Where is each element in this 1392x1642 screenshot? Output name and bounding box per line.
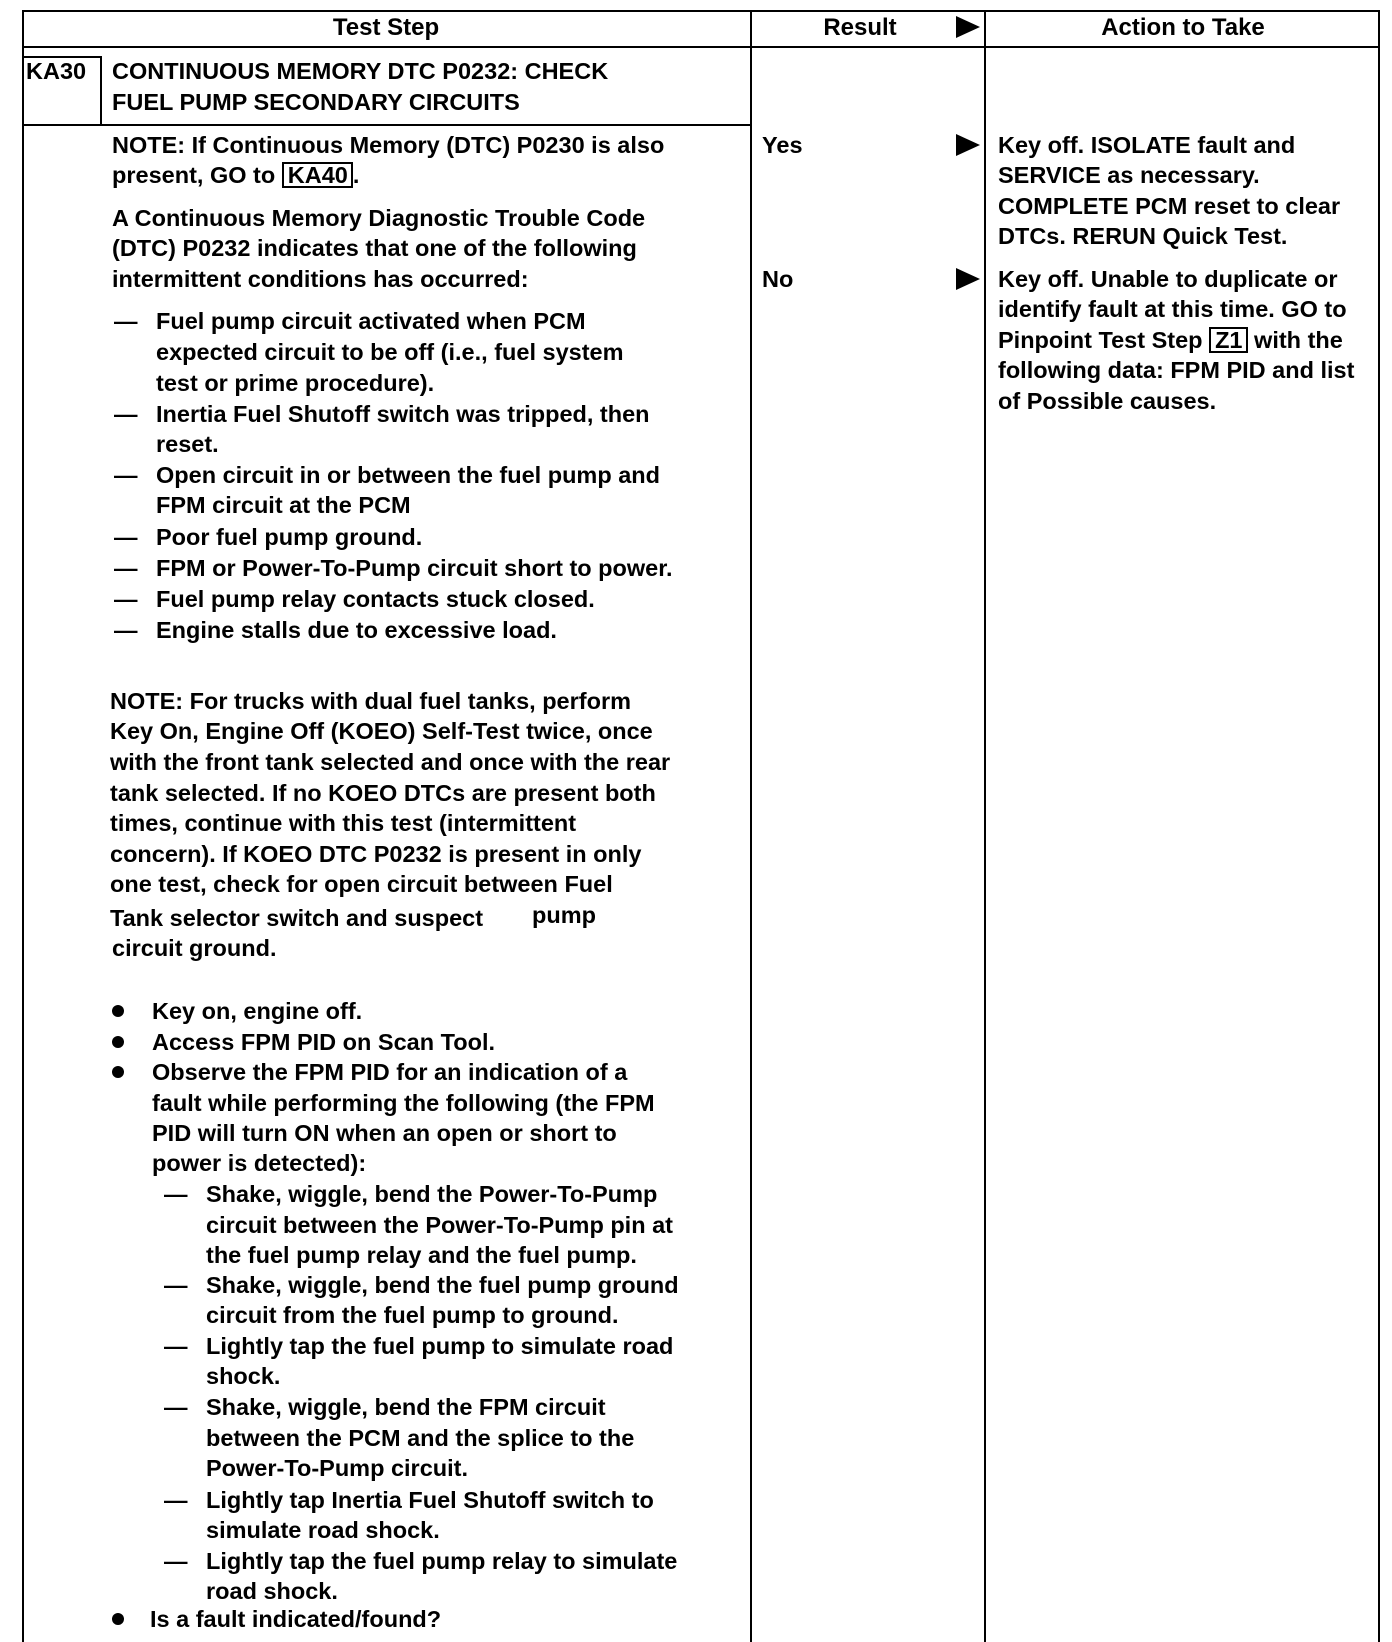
note2-line3: with the front tank selected and once with the rear — [110, 749, 671, 775]
para-line3: intermittent conditions has occurred: — [112, 266, 529, 292]
yes-action-line1: Key off. ISOLATE fault and — [998, 132, 1296, 158]
step-title-line1: CONTINUOUS MEMORY DTC P0232: CHECK — [112, 58, 609, 84]
sub-step-4-line3: Power-To-Pump circuit. — [206, 1455, 468, 1481]
ka40-reference[interactable]: KA40 — [282, 162, 353, 188]
dash-marker: — — [114, 555, 138, 581]
yes-action-line4: DTCs. RERUN Quick Test. — [998, 223, 1288, 249]
z1-reference[interactable]: Z1 — [1209, 327, 1247, 353]
condition-6: Fuel pump relay contacts stuck closed. — [156, 586, 595, 612]
dash-marker: — — [164, 1272, 188, 1298]
no-action-line1: Key off. Unable to duplicate or — [998, 266, 1338, 292]
condition-2-line2: reset. — [156, 431, 219, 457]
header-arrow-icon — [956, 16, 980, 38]
sub-step-4-line1: Shake, wiggle, bend the FPM circuit — [206, 1394, 606, 1420]
sub-step-5-line1: Lightly tap Inertia Fuel Shutoff switch to — [206, 1487, 654, 1513]
bullet-icon — [112, 1066, 124, 1078]
bullet-1: Key on, engine off. — [152, 998, 363, 1024]
dash-marker: — — [164, 1181, 188, 1207]
condition-7: Engine stalls due to excessive load. — [156, 617, 557, 643]
dash-marker: — — [114, 401, 138, 427]
action-column-divider — [984, 10, 986, 1642]
result-no: No — [762, 266, 794, 292]
yes-action-line2: SERVICE as necessary. — [998, 162, 1260, 188]
note2-line4: tank selected. If no KOEO DTCs are present both — [110, 780, 656, 806]
note2-pump: pump — [532, 902, 596, 928]
condition-1-line3: test or prime procedure). — [156, 370, 435, 396]
sub-step-2-line2: circuit from the fuel pump to ground. — [206, 1302, 619, 1328]
sub-step-1-line1: Shake, wiggle, bend the Power-To-Pump — [206, 1181, 658, 1207]
condition-1-line2: expected circuit to be off (i.e., fuel system — [156, 339, 624, 365]
bullet-3-line2: fault while performing the following (the FPM — [152, 1090, 655, 1116]
title-bottom-rule — [22, 124, 752, 126]
no-arrow-icon — [956, 268, 980, 290]
bullet-3-line4: power is detected): — [152, 1150, 367, 1176]
sub-step-6-line1: Lightly tap the fuel pump relay to simulate — [206, 1548, 678, 1574]
yes-action-line3: COMPLETE PCM reset to clear — [998, 193, 1341, 219]
note2-line1: NOTE: For trucks with dual fuel tanks, perform — [110, 688, 631, 714]
bullet-icon — [112, 1036, 124, 1048]
sub-step-3-line2: shock. — [206, 1363, 281, 1389]
para-line1: A Continuous Memory Diagnostic Trouble Code — [112, 205, 646, 231]
sub-step-1-line2: circuit between the Power-To-Pump pin at — [206, 1212, 673, 1238]
dash-marker: — — [114, 524, 138, 550]
dash-marker: — — [164, 1487, 188, 1513]
sub-step-1-line3: the fuel pump relay and the fuel pump. — [206, 1242, 637, 1268]
yes-arrow-icon — [956, 134, 980, 156]
header-action: Action to Take — [1101, 14, 1265, 41]
step-id: KA30 — [26, 58, 87, 84]
id-column-divider — [100, 56, 102, 126]
dash-marker: — — [114, 308, 138, 334]
no-action-line4: following data: FPM PID and list — [998, 357, 1355, 383]
sub-step-5-line2: simulate road shock. — [206, 1517, 440, 1543]
header-result: Result — [823, 14, 897, 41]
step-title-line2: FUEL PUMP SECONDARY CIRCUITS — [112, 89, 520, 115]
note1-line2: present, GO to KA40 . — [112, 162, 360, 188]
sub-step-2-line1: Shake, wiggle, bend the fuel pump ground — [206, 1272, 679, 1298]
dash-marker: — — [164, 1394, 188, 1420]
header-divider — [22, 46, 1380, 48]
bullet-3-line1: Observe the FPM PID for an indication of a — [152, 1059, 628, 1085]
sub-step-3-line1: Lightly tap the fuel pump to simulate road — [206, 1333, 674, 1359]
dash-marker: — — [164, 1548, 188, 1574]
note2-line6: concern). If KOEO DTC P0232 is present in only — [110, 841, 642, 867]
dash-marker: — — [164, 1333, 188, 1359]
bullet-icon — [112, 1613, 124, 1625]
condition-3-line1: Open circuit in or between the fuel pump and — [156, 462, 660, 488]
condition-2-line1: Inertia Fuel Shutoff switch was tripped, then — [156, 401, 650, 427]
note2-line7: one test, check for open circuit between Fuel — [110, 871, 613, 897]
note2-line8: Tank selector switch and suspect — [110, 905, 484, 931]
sub-step-6-line2: road shock. — [206, 1578, 338, 1604]
dash-marker: — — [114, 462, 138, 488]
para-line2: (DTC) P0232 indicates that one of the following — [112, 235, 637, 261]
no-action-line2: identify fault at this time. GO to — [998, 296, 1347, 322]
note2-line5: times, continue with this test (intermittent — [110, 810, 577, 836]
note2-line2: Key On, Engine Off (KOEO) Self-Test twice, once — [110, 718, 653, 744]
no-action-line5: of Possible causes. — [998, 388, 1217, 414]
header-test-step: Test Step — [332, 14, 440, 41]
condition-1-line1: Fuel pump circuit activated when PCM — [156, 308, 586, 334]
dash-marker: — — [114, 586, 138, 612]
note1-line1: NOTE: If Continuous Memory (DTC) P0230 is also — [112, 132, 665, 158]
result-yes: Yes — [762, 132, 803, 158]
note2-line9: circuit ground. — [112, 935, 277, 961]
condition-3-line2: FPM circuit at the PCM — [156, 492, 411, 518]
bullet-icon — [112, 1005, 124, 1017]
question: Is a fault indicated/found? — [150, 1606, 442, 1632]
condition-5: FPM or Power-To-Pump circuit short to power. — [156, 555, 673, 581]
result-column-divider — [750, 10, 752, 1642]
no-action-line3: Pinpoint Test Step Z1 with the — [998, 327, 1343, 353]
bullet-2: Access FPM PID on Scan Tool. — [152, 1029, 495, 1055]
sub-step-4-line2: between the PCM and the splice to the — [206, 1425, 635, 1451]
condition-4: Poor fuel pump ground. — [156, 524, 423, 550]
dash-marker: — — [114, 617, 138, 643]
bullet-3-line3: PID will turn ON when an open or short to — [152, 1120, 617, 1146]
